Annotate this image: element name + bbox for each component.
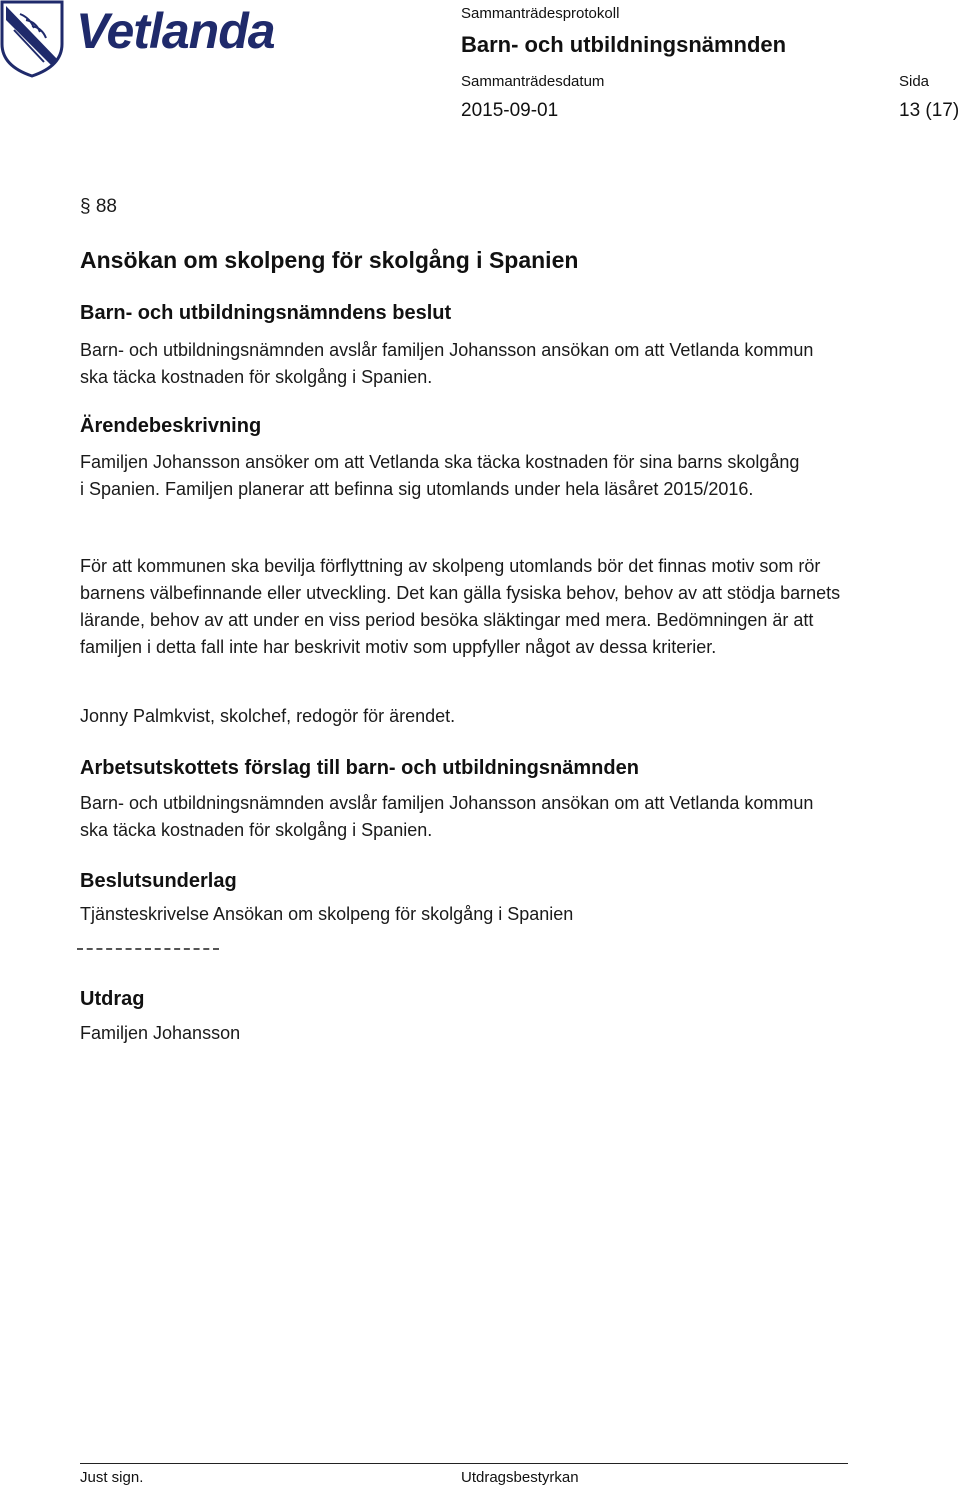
basis-text: Tjänsteskrivelse Ansökan om skolpeng för skolgång i Spanien	[80, 904, 574, 924]
proposal-heading: Arbetsutskottets förslag till barn- och utbildningsnämnden	[80, 757, 639, 779]
page-label: Sida	[899, 73, 930, 90]
date-value: 2015-09-01	[461, 100, 559, 121]
description-block-3	[80, 703, 870, 730]
date-label: Sammanträdesdatum	[461, 73, 605, 90]
basis-heading: Beslutsunderlag	[80, 870, 237, 892]
doc-type: Sammanträdesprotokoll	[461, 5, 620, 22]
description-paragraph-1: Familjen Johansson ansöker om att Vetlanda ska täcka kostnaden för sina barns skolgång i Spanien. Familjen planerar att befinna sig utomlands under hela läsåret 2015/2016.	[80, 452, 800, 499]
decision-heading: Barn- och utbildningsnämndens beslut	[80, 302, 452, 324]
description-paragraph-3: Jonny Palmkvist, skolchef, redogör för ärendet.	[80, 706, 456, 726]
description-block-2	[80, 553, 865, 661]
vetlanda-logo	[0, 0, 290, 80]
description-paragraph-2: För att kommunen ska bevilja förflyttning av skolpeng utomlands bör det finnas motiv som rör barnens välbefinnande eller utveckling. Det kan gälla fysiska behov, behov av att stödja barnets lärande, behov av att under en viss period besöka släktingar med mera. Bedömningen är att familjen i detta fall inte har beskrivit motiv som uppfyller något av dessa kriterier.	[80, 556, 841, 657]
extract-recipient: Familjen Johansson	[80, 1023, 241, 1043]
proposal-paragraph: Barn- och utbildningsnämnden avslår familjen Johansson ansökan om att Vetlanda kommun ska täcka kostnaden för skolgång i Spanien.	[80, 793, 814, 840]
decision-paragraph: Barn- och utbildningsnämnden avslår familjen Johansson ansökan om att Vetlanda kommun ska täcka kostnaden för skolgång i Spanien.	[80, 340, 814, 387]
footer-rule	[80, 1463, 848, 1464]
sign-label: Just sign.	[80, 1469, 144, 1486]
separator-line	[77, 948, 219, 950]
description-block-1	[80, 449, 800, 503]
description-heading: Ärendebeskrivning	[80, 415, 262, 437]
decision-text	[80, 337, 820, 391]
paragraph-number: § 88	[80, 196, 117, 217]
proposal-text	[80, 790, 820, 844]
logo-wordmark: Vetlanda	[76, 3, 275, 59]
extract-heading: Utdrag	[80, 988, 145, 1010]
page-value: 13 (17)	[899, 100, 960, 121]
certify-label: Utdragsbestyrkan	[461, 1469, 579, 1486]
section-title: Ansökan om skolpeng för skolgång i Spanien	[80, 247, 579, 273]
committee-name: Barn- och utbildningsnämnden	[461, 32, 787, 57]
